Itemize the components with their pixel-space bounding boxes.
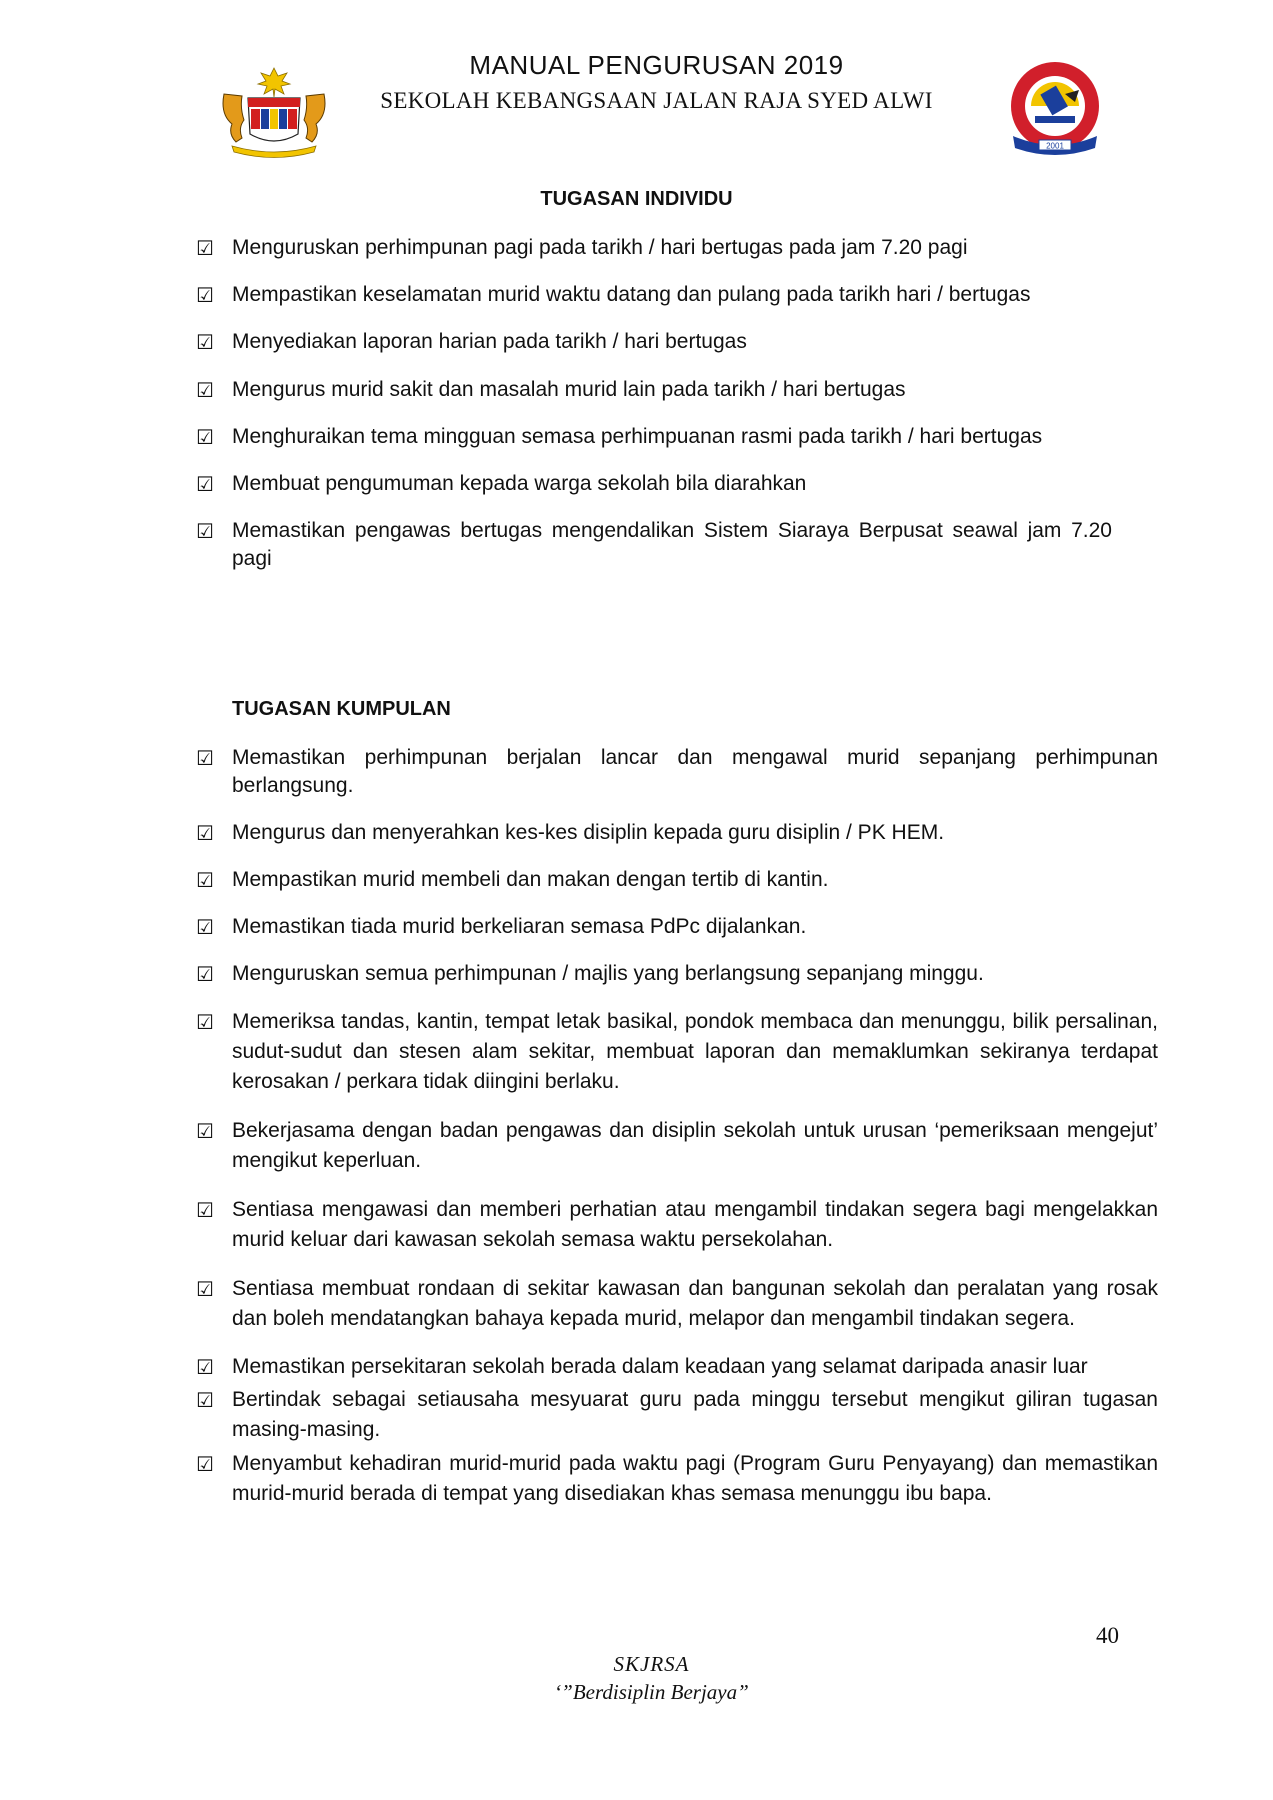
checkbox-checked-icon: ☑ [196, 330, 214, 354]
list-item [196, 960, 1158, 988]
checkbox-checked-icon: ☑ [196, 1198, 214, 1222]
heading-tugasan-kumpulan: TUGASAN KUMPULAN [232, 698, 451, 720]
list-item-text: Sentiasa mengawasi dan memberi perhatian atau mengambil tindakan segera bagi mengelakkan murid keluar dari kawasan sekolah semasa waktu persekolahan. [232, 1198, 1158, 1251]
school-logo-year: 2001 [1046, 141, 1064, 151]
checkbox-checked-icon: ☑ [196, 1010, 214, 1034]
list-item [196, 1385, 1158, 1445]
footer-school-abbreviation: SKJRSA [613, 1652, 690, 1676]
list-item [196, 234, 1112, 262]
list-item [196, 470, 1112, 498]
list-item-text: Menguruskan semua perhimpunan / majlis yang berlangsung sepanjang minggu. [232, 962, 984, 985]
list-item [196, 376, 1112, 404]
list-tugasan-kumpulan [196, 744, 1158, 1509]
list-item-text: Menyambut kehadiran murid-murid pada waktu pagi (Program Guru Penyayang) dan memastikan murid-murid berada di tempat yang disediakan khas semasa menunggu ibu bapa. [232, 1452, 1158, 1505]
checkbox-checked-icon: ☑ [196, 746, 214, 770]
checkbox-checked-icon: ☑ [196, 821, 214, 845]
list-item-text: Memastikan pengawas bertugas mengendalikan Sistem Siaraya Berpusat seawal jam 7.20 pagi [232, 519, 1112, 570]
list-item-text: Memeriksa tandas, kantin, tempat letak basikal, pondok membaca dan menunggu, bilik persalinan, sudut-sudut dan stesen alam sekitar, membuat laporan dan memaklumkan sekiranya terdapat kerosakan / perkara tidak diingini berlaku. [232, 1010, 1158, 1093]
school-name: SEKOLAH KEBANGSAAN JALAN RAJA SYED ALWI [380, 88, 933, 113]
checkbox-checked-icon: ☑ [196, 425, 214, 449]
list-item [196, 1353, 1158, 1381]
list-item [196, 1116, 1158, 1176]
list-item [196, 281, 1112, 309]
list-item [196, 1195, 1158, 1255]
heading-tugasan-individu: TUGASAN INDIVIDU [540, 188, 733, 210]
list-item-text: Membuat pengumuman kepada warga sekolah bila diarahkan [232, 472, 807, 495]
list-tugasan-individu [196, 234, 1158, 573]
manual-title: MANUAL PENGURUSAN 2019 [469, 50, 844, 80]
footer-motto: ‘”Berdisiplin Berjaya” [554, 1680, 749, 1704]
list-item [196, 423, 1112, 451]
list-item [196, 819, 1158, 847]
checkbox-checked-icon: ☑ [196, 1277, 214, 1301]
list-item-text: Memastikan perhimpunan berjalan lancar dan mengawal murid sepanjang perhimpunan berlangsung. [232, 746, 1158, 797]
checkbox-checked-icon: ☑ [196, 378, 214, 402]
checkbox-checked-icon: ☑ [196, 1355, 214, 1379]
checkbox-checked-icon: ☑ [196, 1388, 214, 1412]
list-item-text: Menghuraikan tema mingguan semasa perhimpuanan rasmi pada tarikh / hari bertugas [232, 425, 1043, 448]
list-item [196, 1007, 1158, 1097]
list-item-text: Mempastikan murid membeli dan makan dengan tertib di kantin. [232, 868, 829, 891]
list-item-text: Bertindak sebagai setiausaha mesyuarat guru pada minggu tersebut mengikut giliran tugasan masing-masing. [232, 1388, 1158, 1441]
checkbox-checked-icon: ☑ [196, 868, 214, 892]
checkbox-checked-icon: ☑ [196, 1452, 214, 1476]
list-item-text: Menyediakan laporan harian pada tarikh / hari bertugas [232, 330, 747, 353]
list-item-text: Memastikan tiada murid berkeliaran semasa PdPc dijalankan. [232, 915, 807, 938]
list-item-text: Mengurus dan menyerahkan kes-kes disiplin kepada guru disiplin / PK HEM. [232, 821, 945, 844]
list-item-text: Bekerjasama dengan badan pengawas dan disiplin sekolah untuk urusan ‘pemeriksaan mengejut’ mengikut keperluan. [232, 1119, 1158, 1172]
list-item-text: Mempastikan keselamatan murid waktu datang dan pulang pada tarikh hari / bertugas [232, 283, 1031, 306]
list-item-text: Menguruskan perhimpunan pagi pada tarikh / hari bertugas pada jam 7.20 pagi [232, 236, 968, 259]
list-item [196, 1449, 1158, 1509]
list-item-text: Memastikan persekitaran sekolah berada dalam keadaan yang selamat daripada anasir luar [232, 1355, 1088, 1378]
page-number: 40 [1096, 1623, 1119, 1648]
list-item [196, 913, 1158, 941]
checkbox-checked-icon: ☑ [196, 915, 214, 939]
list-item [196, 517, 1112, 573]
checkbox-checked-icon: ☑ [196, 519, 214, 543]
checkbox-checked-icon: ☑ [196, 283, 214, 307]
list-item [196, 866, 1158, 894]
list-item-text: Sentiasa membuat rondaan di sekitar kawasan dan bangunan sekolah dan peralatan yang rosak dan boleh mendatangkan bahaya kepada murid, melapor dan mengambil tindakan segera. [232, 1277, 1158, 1330]
checkbox-checked-icon: ☑ [196, 472, 214, 496]
checkbox-checked-icon: ☑ [196, 962, 214, 986]
list-item [196, 744, 1158, 800]
checkbox-checked-icon: ☑ [196, 236, 214, 260]
checkbox-checked-icon: ☑ [196, 1119, 214, 1143]
list-item [196, 328, 1112, 356]
list-item [196, 1274, 1158, 1334]
list-item-text: Mengurus murid sakit dan masalah murid lain pada tarikh / hari bertugas [232, 378, 906, 401]
